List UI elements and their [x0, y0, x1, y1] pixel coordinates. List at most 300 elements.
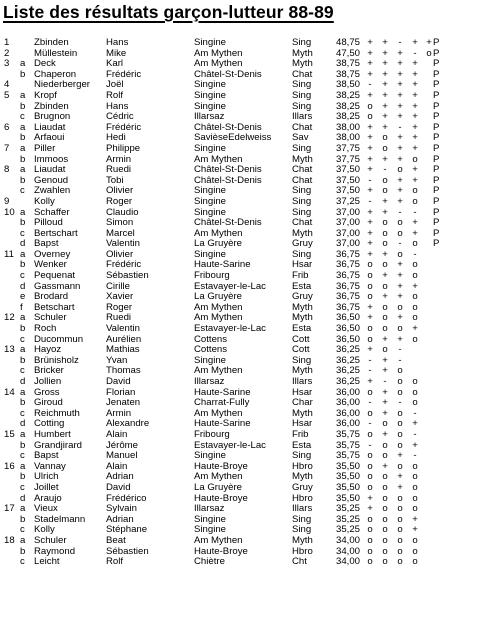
- list-item: [0, 80, 493, 91]
- score-cell: 37,00: [336, 206, 361, 218]
- bout-result-3: o: [397, 407, 403, 419]
- bout-result-2: +: [382, 270, 388, 282]
- club-abbr-cell: Sing: [292, 79, 312, 91]
- bout-result-2: +: [382, 58, 388, 70]
- subrank-cell: a: [20, 142, 26, 154]
- first-name-cell: Philippe: [106, 142, 141, 154]
- bout-result-4: o: [412, 153, 418, 165]
- list-item: [0, 144, 493, 155]
- last-name-cell: Kropf: [34, 89, 57, 101]
- last-name-cell: Piller: [34, 142, 56, 154]
- bout-result-5: +: [426, 37, 432, 48]
- bout-result-3: +: [397, 259, 403, 271]
- last-name-cell: Zbinden: [34, 37, 69, 48]
- score-cell: 36,75: [336, 291, 361, 303]
- bout-result-3: +: [397, 142, 403, 154]
- first-name-cell: Sébastien: [106, 270, 149, 282]
- bout-result-1: +: [367, 132, 373, 144]
- bout-result-1: +: [367, 206, 373, 218]
- first-name-cell: Mike: [106, 47, 127, 59]
- bout-result-3: +: [397, 132, 403, 144]
- club-cell: Châtel-St-Denis: [194, 174, 262, 186]
- bout-result-4: o: [412, 492, 418, 504]
- rank-cell: 6: [4, 121, 10, 133]
- list-item: [0, 49, 493, 60]
- club-cell: Fribourg: [194, 428, 230, 440]
- bout-result-4: -: [413, 206, 417, 218]
- bout-result-2: o: [382, 534, 388, 546]
- first-name-cell: Thomas: [106, 365, 141, 377]
- list-item: [0, 197, 493, 208]
- list-item: [0, 229, 493, 240]
- bout-result-3: o: [397, 460, 403, 472]
- club-cell: Am Mythen: [194, 58, 243, 70]
- club-cell: La Gruyère: [194, 238, 242, 250]
- last-name-cell: Roch: [34, 323, 57, 335]
- bout-result-2: +: [382, 460, 388, 472]
- club-abbr-cell: Illars: [292, 111, 313, 123]
- qualified-mark: P: [433, 58, 440, 70]
- subrank-cell: c: [20, 111, 25, 123]
- club-abbr-cell: Sing: [292, 450, 312, 462]
- qualified-mark: P: [433, 47, 440, 59]
- club-abbr-cell: Sing: [292, 524, 312, 536]
- bout-result-1: o: [367, 270, 373, 282]
- club-cell: Singine: [194, 195, 227, 207]
- subrank-cell: a: [20, 534, 26, 546]
- qualified-mark: P: [433, 217, 440, 229]
- first-name-cell: Mathias: [106, 344, 140, 356]
- bout-result-4: o: [412, 503, 418, 515]
- bout-result-1: -: [368, 195, 372, 207]
- list-item: [0, 483, 493, 494]
- club-cell: Am Mythen: [194, 47, 243, 59]
- club-abbr-cell: Sing: [292, 89, 312, 101]
- bout-result-3: +: [397, 100, 403, 112]
- subrank-cell: b: [20, 174, 26, 186]
- club-abbr-cell: Esta: [292, 439, 312, 451]
- club-abbr-cell: Sing: [292, 142, 312, 154]
- bout-result-1: o: [367, 556, 373, 568]
- first-name-cell: Alain: [106, 460, 128, 472]
- score-cell: 35,75: [336, 439, 361, 451]
- bout-result-1: +: [367, 312, 373, 324]
- last-name-cell: Kolly: [34, 524, 55, 536]
- club-abbr-cell: Myth: [292, 301, 313, 313]
- first-name-cell: David: [106, 481, 131, 493]
- bout-result-4: o: [412, 312, 418, 324]
- subrank-cell: a: [20, 58, 26, 70]
- subrank-cell: c: [20, 450, 25, 462]
- bout-result-4: -: [413, 450, 417, 462]
- club-abbr-cell: Myth: [292, 47, 313, 59]
- bout-result-2: +: [382, 407, 388, 419]
- bout-result-3: +: [397, 450, 403, 462]
- list-item: [0, 335, 493, 346]
- bout-result-3: +: [397, 79, 403, 91]
- bout-result-2: o: [382, 323, 388, 335]
- bout-result-4: +: [412, 111, 418, 123]
- bout-result-3: o: [397, 301, 403, 313]
- bout-result-2: +: [382, 121, 388, 133]
- subrank-cell: c: [20, 481, 25, 493]
- bout-result-4: -: [413, 407, 417, 419]
- club-cell: Singine: [194, 79, 227, 91]
- bout-result-4: o: [412, 238, 418, 250]
- bout-result-3: +: [397, 111, 403, 123]
- subrank-cell: a: [20, 344, 26, 356]
- subrank-cell: a: [20, 312, 26, 324]
- subrank-cell: c: [20, 333, 25, 345]
- bout-result-2: o: [382, 301, 388, 313]
- bout-result-2: o: [382, 280, 388, 292]
- bout-result-3: o: [397, 217, 403, 229]
- last-name-cell: Grandjirard: [34, 439, 82, 451]
- bout-result-1: -: [368, 79, 372, 91]
- last-name-cell: Liaudat: [34, 121, 66, 133]
- qualified-mark: P: [433, 132, 440, 144]
- qualified-mark: P: [433, 185, 440, 197]
- list-item: [0, 430, 493, 441]
- score-cell: 34,00: [336, 534, 361, 546]
- club-cell: Am Mythen: [194, 227, 243, 239]
- bout-result-1: o: [367, 481, 373, 493]
- bout-result-3: o: [397, 534, 403, 546]
- first-name-cell: Hans: [106, 100, 129, 112]
- bout-result-2: o: [382, 312, 388, 324]
- club-cell: Singine: [194, 248, 227, 260]
- list-item: [0, 38, 493, 49]
- bout-result-1: o: [367, 513, 373, 525]
- bout-result-1: +: [367, 227, 373, 239]
- qualified-mark: P: [433, 121, 440, 133]
- qualified-mark: P: [433, 227, 440, 239]
- first-name-cell: Marcel: [106, 227, 135, 239]
- list-item: [0, 133, 493, 144]
- last-name-cell: Reichmuth: [34, 407, 80, 419]
- bout-result-1: +: [367, 492, 373, 504]
- subrank-cell: b: [20, 217, 26, 229]
- bout-result-1: +: [367, 164, 373, 176]
- score-cell: 36,25: [336, 344, 361, 356]
- club-abbr-cell: Myth: [292, 471, 313, 483]
- bout-result-3: o: [397, 439, 403, 451]
- bout-result-3: +: [397, 68, 403, 80]
- bout-result-2: o: [382, 185, 388, 197]
- bout-result-4: +: [412, 142, 418, 154]
- club-cell: Châtel-St-Denis: [194, 217, 262, 229]
- bout-result-4: o: [412, 195, 418, 207]
- club-abbr-cell: Hsar: [292, 259, 313, 271]
- club-abbr-cell: Char: [292, 397, 313, 409]
- bout-result-1: +: [367, 503, 373, 515]
- subrank-cell: b: [20, 323, 26, 335]
- bout-result-4: +: [412, 439, 418, 451]
- score-cell: 38,75: [336, 68, 361, 80]
- bout-result-2: o: [382, 545, 388, 557]
- subrank-cell: c: [20, 365, 25, 377]
- club-abbr-cell: Gruy: [292, 291, 313, 303]
- club-cell: Cottens: [194, 344, 228, 356]
- bout-result-4: +: [412, 323, 418, 335]
- bout-result-3: o: [397, 164, 403, 176]
- bout-result-3: o: [397, 545, 403, 557]
- first-name-cell: Ruedi: [106, 164, 132, 176]
- bout-result-3: o: [397, 386, 403, 398]
- club-cell: Singine: [194, 142, 227, 154]
- rank-cell: 11: [4, 248, 14, 260]
- club-abbr-cell: Chat: [292, 174, 313, 186]
- bout-result-2: +: [382, 365, 388, 377]
- first-name-cell: Simon: [106, 217, 134, 229]
- score-cell: 35,25: [336, 524, 361, 536]
- bout-result-3: o: [397, 556, 403, 568]
- club-abbr-cell: Hsar: [292, 418, 313, 430]
- first-name-cell: Alain: [106, 428, 128, 440]
- club-cell: Estavayer-le-Lac: [194, 280, 266, 292]
- qualified-mark: P: [433, 68, 440, 80]
- last-name-cell: Vannay: [34, 460, 66, 472]
- bout-result-3: o: [397, 248, 403, 260]
- bout-result-3: +: [397, 471, 403, 483]
- subrank-cell: d: [20, 376, 26, 387]
- subrank-cell: e: [20, 291, 26, 303]
- list-item: [0, 176, 493, 187]
- rank-cell: 9: [4, 195, 10, 207]
- club-cell: Am Mythen: [194, 312, 243, 324]
- score-cell: 37,50: [336, 185, 361, 197]
- club-cell: Singine: [194, 206, 227, 218]
- list-item: [0, 557, 493, 568]
- rank-cell: 17: [4, 503, 15, 515]
- club-abbr-cell: Frib: [292, 428, 309, 440]
- subrank-cell: d: [20, 280, 26, 292]
- bout-result-1: o: [367, 291, 373, 303]
- first-name-cell: Aurélien: [106, 333, 142, 345]
- bout-result-3: o: [397, 492, 403, 504]
- bout-result-3: +: [397, 47, 403, 59]
- bout-result-2: o: [382, 344, 388, 356]
- score-cell: 37,75: [336, 142, 361, 154]
- bout-result-1: +: [367, 376, 373, 387]
- score-cell: 36,50: [336, 312, 361, 324]
- club-cell: Charrat-Fully: [194, 397, 250, 409]
- last-name-cell: Immoos: [34, 153, 69, 165]
- bout-result-1: o: [367, 280, 373, 292]
- subrank-cell: a: [20, 503, 26, 515]
- club-cell: Haute-Broye: [194, 492, 248, 504]
- bout-result-4: -: [413, 248, 417, 260]
- qualified-mark: P: [433, 100, 440, 112]
- club-cell: Illarsaz: [194, 503, 225, 515]
- last-name-cell: Vieux: [34, 503, 58, 515]
- club-abbr-cell: Illars: [292, 376, 313, 387]
- bout-result-1: o: [367, 100, 373, 112]
- bout-result-2: +: [382, 37, 388, 48]
- score-cell: 36,50: [336, 333, 361, 345]
- bout-result-3: o: [397, 323, 403, 335]
- bout-result-3: o: [397, 227, 403, 239]
- last-name-cell: Jollien: [34, 376, 62, 387]
- club-cell: Estavayer-le-Lac: [194, 323, 266, 335]
- club-cell: Singine: [194, 354, 227, 366]
- first-name-cell: Claudio: [106, 206, 139, 218]
- first-name-cell: Stéphane: [106, 524, 148, 536]
- rank-cell: 18: [4, 534, 15, 546]
- last-name-cell: Bertschart: [34, 227, 78, 239]
- bout-result-3: o: [397, 503, 403, 515]
- club-cell: Estavayer-le-Lac: [194, 439, 266, 451]
- bout-result-2: +: [382, 386, 388, 398]
- club-abbr-cell: Myth: [292, 227, 313, 239]
- club-abbr-cell: Esta: [292, 323, 312, 335]
- first-name-cell: Hedi: [106, 132, 126, 144]
- score-cell: 35,50: [336, 460, 361, 472]
- score-cell: 38,25: [336, 100, 361, 112]
- score-cell: 37,00: [336, 217, 361, 229]
- bout-result-1: o: [367, 428, 373, 440]
- subrank-cell: b: [20, 513, 26, 525]
- score-cell: 37,75: [336, 153, 361, 165]
- list-item: [0, 186, 493, 197]
- club-abbr-cell: Hsar: [292, 386, 313, 398]
- rank-cell: 5: [4, 89, 10, 101]
- list-item: [0, 472, 493, 483]
- subrank-cell: a: [20, 164, 26, 176]
- qualified-mark: P: [433, 174, 440, 186]
- bout-result-2: +: [382, 195, 388, 207]
- bout-result-2: +: [382, 291, 388, 303]
- bout-result-1: +: [367, 89, 373, 101]
- bout-result-4: +: [412, 79, 418, 91]
- bout-result-2: +: [382, 111, 388, 123]
- first-name-cell: Joël: [106, 79, 124, 91]
- bout-result-3: o: [397, 365, 403, 377]
- bout-result-3: +: [397, 174, 403, 186]
- subrank-cell: a: [20, 121, 26, 133]
- first-name-cell: Frédéric: [106, 68, 142, 80]
- first-name-cell: Ruedi: [106, 312, 132, 324]
- last-name-cell: Hayoz: [34, 344, 62, 356]
- club-abbr-cell: Sing: [292, 100, 312, 112]
- club-abbr-cell: Myth: [292, 153, 313, 165]
- first-name-cell: Cirille: [106, 280, 130, 292]
- list-item: [0, 547, 493, 558]
- club-cell: Singine: [194, 100, 227, 112]
- club-abbr-cell: Chat: [292, 217, 313, 229]
- bout-result-4: -: [413, 428, 417, 440]
- bout-result-3: -: [398, 206, 402, 218]
- bout-result-4: o: [412, 386, 418, 398]
- last-name-cell: Bapst: [34, 450, 59, 462]
- last-name-cell: Zwahlen: [34, 185, 71, 197]
- first-name-cell: Florian: [106, 386, 136, 398]
- bout-result-2: o: [382, 513, 388, 525]
- last-name-cell: Giroud: [34, 397, 63, 409]
- bout-result-1: +: [367, 68, 373, 80]
- subrank-cell: a: [20, 460, 26, 472]
- club-cell: Singine: [194, 524, 227, 536]
- last-name-cell: Genoud: [34, 174, 69, 186]
- bout-result-4: +: [412, 418, 418, 430]
- club-abbr-cell: Hbro: [292, 492, 313, 504]
- score-cell: 35,50: [336, 492, 361, 504]
- bout-result-2: +: [382, 79, 388, 91]
- club-abbr-cell: Illars: [292, 503, 313, 515]
- list-item: [0, 282, 493, 293]
- first-name-cell: Rolf: [106, 556, 124, 568]
- subrank-cell: a: [20, 89, 26, 101]
- last-name-cell: Ducommun: [34, 333, 84, 345]
- score-cell: 38,25: [336, 111, 361, 123]
- last-name-cell: Araujo: [34, 492, 62, 504]
- score-cell: 37,50: [336, 164, 361, 176]
- bout-result-4: o: [412, 259, 418, 271]
- score-cell: 36,00: [336, 386, 361, 398]
- score-cell: 37,00: [336, 227, 361, 239]
- bout-result-3: +: [397, 195, 403, 207]
- first-name-cell: Jenaten: [106, 397, 141, 409]
- score-cell: 36,75: [336, 270, 361, 282]
- bout-result-4: o: [412, 471, 418, 483]
- first-name-cell: Olivier: [106, 185, 134, 197]
- bout-result-4: +: [412, 280, 418, 292]
- list-item: [0, 419, 493, 430]
- first-name-cell: Frédérico: [106, 492, 147, 504]
- bout-result-3: -: [398, 354, 402, 366]
- score-cell: 36,25: [336, 365, 361, 377]
- subrank-cell: b: [20, 100, 26, 112]
- score-cell: 38,00: [336, 121, 361, 133]
- score-cell: 36,75: [336, 259, 361, 271]
- bout-result-2: o: [382, 481, 388, 493]
- club-abbr-cell: Gruy: [292, 238, 313, 250]
- club-abbr-cell: Myth: [292, 58, 313, 70]
- bout-result-4: o: [412, 301, 418, 313]
- score-cell: 35,50: [336, 471, 361, 483]
- rank-cell: 16: [4, 460, 15, 472]
- bout-result-3: +: [397, 333, 403, 345]
- last-name-cell: Arfaoui: [34, 132, 65, 144]
- bout-result-1: +: [367, 301, 373, 313]
- first-name-cell: Sylvain: [106, 503, 137, 515]
- club-abbr-cell: Sing: [292, 195, 312, 207]
- last-name-cell: Zbinden: [34, 100, 69, 112]
- last-name-cell: Bricker: [34, 365, 64, 377]
- first-name-cell: Roger: [106, 301, 133, 313]
- club-cell: Haute-Broye: [194, 460, 248, 472]
- list-item: [0, 102, 493, 113]
- score-cell: 35,25: [336, 503, 361, 515]
- qualified-mark: P: [433, 142, 440, 154]
- qualified-mark: P: [433, 89, 440, 101]
- bout-result-4: o: [412, 270, 418, 282]
- bout-result-2: +: [382, 397, 388, 409]
- bout-result-3: -: [398, 37, 402, 48]
- subrank-cell: f: [20, 301, 23, 313]
- list-item: [0, 515, 493, 526]
- bout-result-1: o: [367, 524, 373, 536]
- score-cell: 36,75: [336, 301, 361, 313]
- club-cell: La Gruyère: [194, 481, 242, 493]
- subrank-cell: b: [20, 259, 26, 271]
- bout-result-4: o: [412, 291, 418, 303]
- club-cell: Fribourg: [194, 270, 230, 282]
- bout-result-2: o: [382, 492, 388, 504]
- bout-result-1: o: [367, 460, 373, 472]
- bout-result-3: +: [397, 481, 403, 493]
- bout-result-4: o: [412, 556, 418, 568]
